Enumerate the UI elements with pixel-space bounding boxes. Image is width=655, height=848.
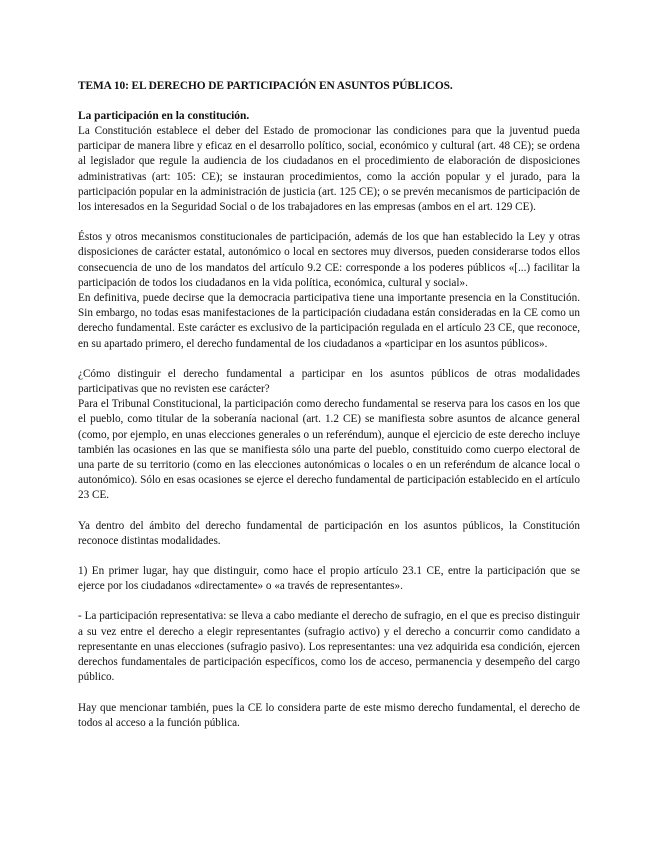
section-heading: La participación en la constitución. [78, 110, 250, 122]
paragraph-first-place: 1) En primer lugar, hay que distinguir, como hace el propio artículo 23.1 CE, entre la participación que se ejerce por los ciudadanos «directamente» o «a través de representantes». [78, 565, 580, 593]
paragraph-participatory-democracy: En definitiva, puede decirse que la democracia participativa tiene una importante presencia en la Constitución. Sin embargo, no todas esas manifestaciones de la participación ciudadana están consideradas en la CE como un derecho fundamental. Este carácter es exclusivo de la participación regulada en el artículo 23 CE, que reconoce, en su apartado primero, el derecho fundamental de los ciudadanos a «participar en los asuntos públicos». [78, 292, 580, 350]
paragraph-representative-participation: - La participación representativa: se lleva a cabo mediante el derecho de sufragio, en el que es preciso distinguir a su vez entre el derecho a elegir representantes (sufragio activo) y el derecho a concurrir como candidato a representante en unas elecciones (sufragio pasivo). Los representantes: una vez adquirida esa condición, ejercen derechos fundamentales de participación específicos, como los de acceso, permanencia y desempeño del cargo público. [78, 610, 580, 684]
document-title: TEMA 10: EL DERECHO DE PARTICIPACIÓN EN ASUNTOS PÚBLICOS. [78, 80, 453, 92]
paragraph-constitutional-court: Para el Tribunal Constitucional, la participación como derecho fundamental se reserva para los casos en los que el pueblo, como titular de la soberanía nacional (art. 1.2 CE) se manifiesta sobre asuntos de alcance general (como, por ejemplo, en unas elecciones generales o un referéndum), aunque el ejercicio de este derecho incluye también las ocasiones en las que se manifiesta sólo una parte del pueblo, constituido como cuerpo electoral de una parte de su territorio (como en las elecciones autonómicas o locales o en un referéndum de alcance local o autonómico). Sólo en esas ocasiones se ejerce el derecho fundamental de participación establecido en el artículo 23 CE. [78, 398, 580, 502]
paragraph-public-function: Hay que mencionar también, pues la CE lo considera parte de este mismo derecho fundamental, el derecho de todos al acceso a la función pública. [78, 701, 580, 729]
paragraph-modalities: Ya dentro del ámbito del derecho fundamental de participación en los asuntos públicos, la Constitución reconoce distintas modalidades. [78, 519, 580, 547]
paragraph-participation-mechanisms: Éstos y otros mecanismos constitucionales de participación, además de los que han establecido la Ley y otras disposiciones de carácter estatal, autonómico o local en sectores muy diversos, pueden considerarse todos ellos consecuencia de uno de los mandatos del artículo 9.2 CE: corresponde a los poderes públicos «[...) facilitar la participación de todos los ciudadanos en la vida política, económica, cultural y social». [78, 231, 580, 289]
paragraph-question: ¿Cómo distinguir el derecho fundamental a participar en los asuntos públicos de otras modalidades participativas que no revisten ese carácter? [78, 367, 580, 396]
paragraph-constitution-duties: La Constitución establece el deber del Estado de promocionar las condiciones para que la juventud pueda participar de manera libre y eficaz en el desarrollo político, social, económico y cultural (art. 48 CE); se ordena al legislador que regule la audiencia de los ciudadanos en el procedimiento de elaboración de disposiciones administrativas (art: 105: CE); se instauran procedimientos, como la acción popular y el jurado, para la participación popular en la administración de justicia (art. 125 CE); o se prevén mecanismos de participación de los interesados en la Seguridad Social o de los trabajadores en las empresas (ambos en el art. 129 CE). [78, 125, 580, 214]
